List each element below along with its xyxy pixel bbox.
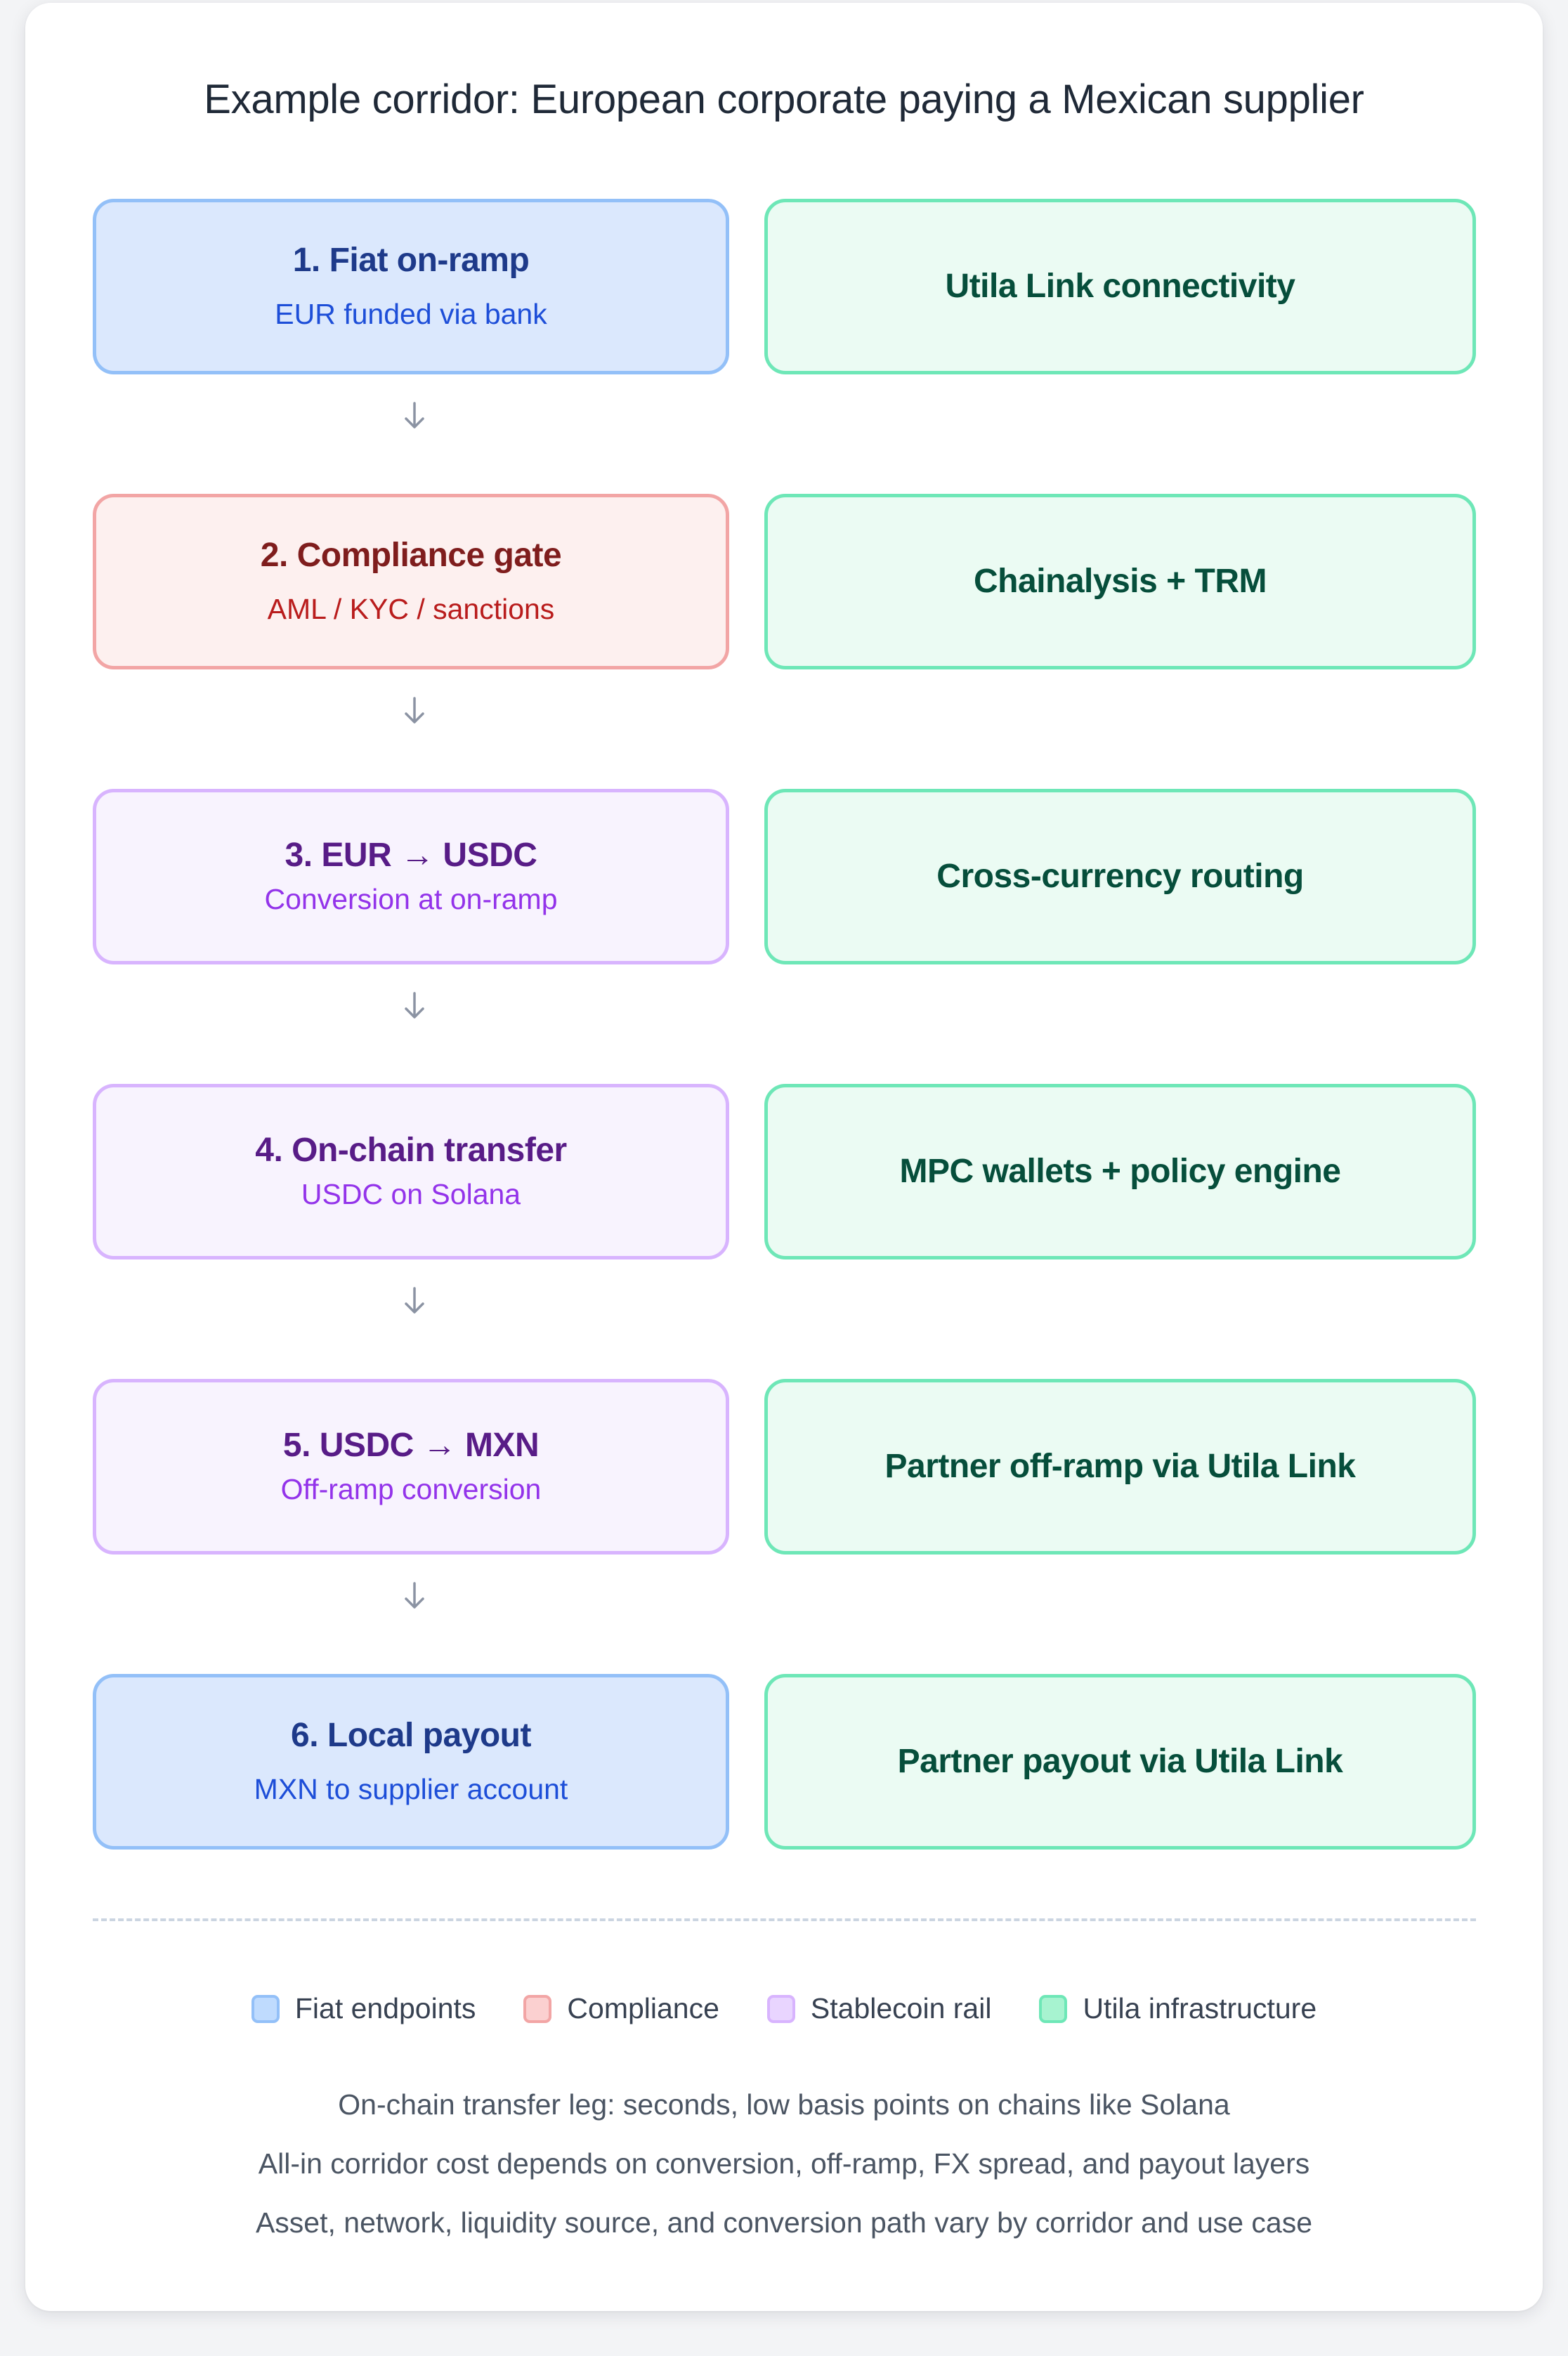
legend <box>0 1992 1568 2025</box>
infra-cross-currency-routing <box>764 789 1476 964</box>
infra-chainalysis-trm <box>764 494 1476 669</box>
step-title: 2. Compliance gate <box>260 537 562 574</box>
down-arrow-icon <box>398 1284 431 1318</box>
down-arrow-icon <box>398 694 431 728</box>
infra-label: MPC wallets + policy engine <box>899 1153 1341 1190</box>
step-on-chain-transfer <box>93 1084 729 1259</box>
infra-label: Cross-currency routing <box>936 858 1304 895</box>
step-subtitle: AML / KYC / sanctions <box>267 593 555 625</box>
legend-label: Fiat endpoints <box>294 1992 476 2024</box>
legend-item-fiat <box>251 1992 476 2025</box>
legend-swatch-compliance <box>523 1995 551 2023</box>
step-title: 4. On-chain transfer <box>255 1132 567 1169</box>
diagram-title: Example corridor: European corporate paying a Mexican supplier <box>204 77 1364 122</box>
step-fiat-on-ramp <box>93 199 729 374</box>
legend-swatch-fiat <box>251 1995 280 2023</box>
note-on-chain-leg: On-chain transfer leg: seconds, low basis points on chains like Solana <box>338 2088 1230 2121</box>
note-all-in-cost: All-in corridor cost depends on conversion, off-ramp, FX spread, and payout layers <box>258 2147 1310 2180</box>
step-subtitle: Conversion at on-ramp <box>264 883 558 915</box>
step-subtitle: EUR funded via bank <box>275 298 547 330</box>
step-usdc-to-mxn <box>93 1379 729 1555</box>
legend-swatch-utila <box>1039 1995 1067 2023</box>
legend-label: Utila infrastructure <box>1083 1992 1317 2024</box>
infra-label: Utila Link connectivity <box>945 268 1295 305</box>
infra-utila-link-connectivity <box>764 199 1476 374</box>
note-variation: Asset, network, liquidity source, and conversion path vary by corridor and use case <box>255 2206 1313 2239</box>
step-subtitle: MXN to supplier account <box>254 1773 568 1805</box>
infra-label: Partner payout via Utila Link <box>897 1743 1343 1780</box>
legend-label: Compliance <box>567 1992 719 2024</box>
legend-swatch-stablecoin <box>767 1995 795 2023</box>
step-title: 6. Local payout <box>291 1717 531 1754</box>
step-title: 5. USDC → MXN <box>282 1427 540 1464</box>
down-arrow-icon <box>398 989 431 1023</box>
down-arrow-icon <box>398 1579 431 1613</box>
step-title: 3. EUR → USDC <box>285 837 537 874</box>
dashed-divider <box>93 1918 1476 1921</box>
step-title: 1. Fiat on-ramp <box>292 242 530 279</box>
legend-item-compliance <box>523 1992 719 2025</box>
step-compliance-gate <box>93 494 729 669</box>
legend-item-utila <box>1039 1992 1317 2025</box>
infra-partner-payout <box>764 1674 1476 1850</box>
step-local-payout <box>93 1674 729 1850</box>
infra-partner-off-ramp <box>764 1379 1476 1555</box>
infra-mpc-wallets-policy-engine <box>764 1084 1476 1259</box>
step-eur-to-usdc <box>93 789 729 964</box>
step-subtitle: USDC on Solana <box>301 1178 521 1210</box>
down-arrow-icon <box>398 399 431 433</box>
step-subtitle: Off-ramp conversion <box>280 1473 542 1505</box>
legend-item-stablecoin <box>767 1992 992 2025</box>
legend-label: Stablecoin rail <box>810 1992 992 2024</box>
infra-label: Partner off-ramp via Utila Link <box>884 1448 1356 1485</box>
infra-label: Chainalysis + TRM <box>974 563 1267 600</box>
